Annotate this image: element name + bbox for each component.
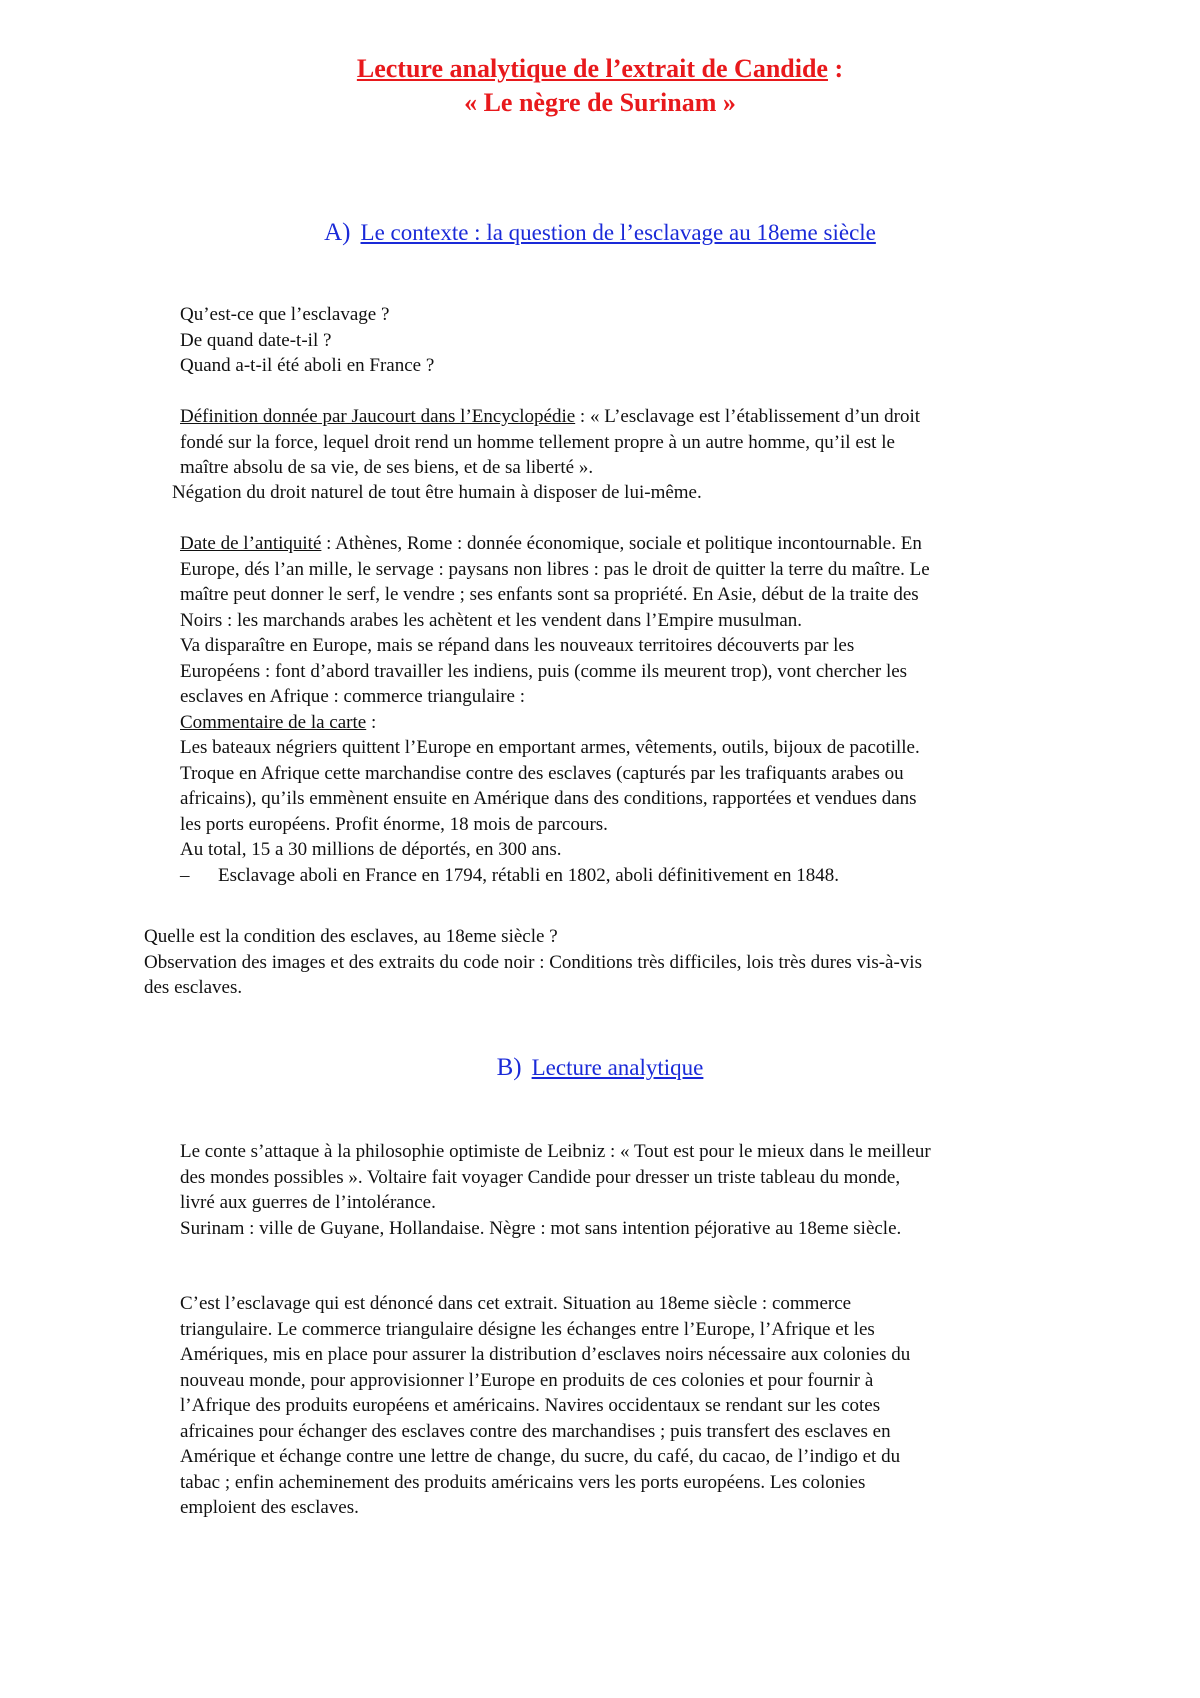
- antiquite-text: Va disparaître en Europe, mais se répand dans les nouveaux territoires découverts par les: [180, 635, 855, 656]
- questions-block: [180, 302, 434, 379]
- conte-block: [180, 1139, 931, 1241]
- carte-text: Troque en Afrique cette marchandise contre des esclaves (capturés par les trafiquants arabes ou: [180, 762, 904, 784]
- esclavage-text: emploient des esclaves.: [180, 1497, 359, 1518]
- condition-text: des esclaves.: [144, 977, 243, 998]
- carte-label: Commentaire de la carte: [180, 711, 367, 733]
- definition-text: : « L’esclavage est l’établissement d’un droit: [575, 406, 921, 427]
- condition-text: Observation des images et des extraits du code noir : Conditions très difficiles, lois très dures vis-à-vis: [144, 951, 922, 973]
- section-b-heading: [0, 1053, 1200, 1083]
- antiquite-block: [180, 531, 930, 888]
- conte-text: des mondes possibles ». Voltaire fait voyager Candide pour dresser un triste tableau du monde,: [180, 1166, 901, 1188]
- condition-block: [144, 924, 922, 1001]
- antiquite-text: maître peut donner le serf, le vendre ; ses enfants sont sa propriété. En Asie, début de la traite des: [180, 584, 919, 605]
- definition-text: maître absolu de sa vie, de ses biens, et de sa liberté ».: [180, 457, 594, 478]
- dash-marker: –: [180, 864, 190, 886]
- esclavage-text: l’Afrique des produits européens et américains. Navires occidentaux se rendant sur les cotes: [180, 1395, 881, 1416]
- antiquite-label: Date de l’antiquité: [180, 533, 322, 554]
- esclavage-block: [180, 1291, 910, 1521]
- bullet-item: [180, 863, 930, 889]
- esclavage-text: triangulaire. Le commerce triangulaire désigne les échanges entre l’Europe, l’Afrique et les: [180, 1318, 875, 1340]
- bullet-text: Esclavage aboli en France en 1794, rétabli en 1802, aboli définitivement en 1848.: [218, 864, 839, 886]
- esclavage-text: C’est l’esclavage qui est dénoncé dans cet extrait. Situation au 18eme siècle : commerce: [180, 1293, 852, 1314]
- esclavage-text: nouveau monde, pour approvisionner l’Europe en produits de ces colonies et pour fournir à: [180, 1369, 874, 1391]
- esclavage-text: tabac ; enfin acheminement des produits américains vers les ports européens. Les colonies: [180, 1471, 866, 1493]
- carte-label-suffix: :: [366, 711, 377, 733]
- section-b-letter: B): [496, 1054, 522, 1081]
- conte-text: Surinam : ville de Guyane, Hollandaise. Nègre : mot sans intention péjorative au 18eme siècle.: [180, 1217, 902, 1239]
- section-a-title: Le contexte : la question de l’esclavage au 18eme siècle: [360, 220, 876, 245]
- carte-text: les ports européens. Profit énorme, 18 mois de parcours.: [180, 813, 608, 835]
- antiquite-text: Noirs : les marchands arabes les achètent et les vendent dans l’Empire musulman.: [180, 609, 803, 631]
- title-line-2: « Le nègre de Surinam »: [464, 88, 736, 117]
- title-main: Lecture analytique de l’extrait de Candide: [356, 54, 828, 83]
- definition-text: fondé sur la force, lequel droit rend un homme tellement propre à un autre homme, qu’il est le: [180, 431, 895, 453]
- carte-text: Au total, 15 a 30 millions de déportés, en 300 ans.: [180, 839, 562, 860]
- definition-label: Définition donnée par Jaucourt dans l’Encyclopédie: [180, 406, 576, 427]
- antiquite-text: Europe, dés l’an mille, le servage : paysans non libres : pas le droit de quitter la terre du maître. Le: [180, 558, 930, 580]
- title-colon: :: [827, 54, 844, 83]
- carte-text: africains), qu’ils emmènent ensuite en Amérique dans des conditions, rapportées et vendues dans: [180, 788, 917, 809]
- carte-text: Les bateaux négriers quittent l’Europe en emportant armes, vêtements, outils, bijoux de pacotille.: [180, 737, 920, 758]
- definition-block: [180, 404, 920, 481]
- conte-text: Le conte s’attaque à la philosophie optimiste de Leibniz : « Tout est pour le mieux dans le meilleur: [180, 1141, 931, 1162]
- condition-text: Quelle est la condition des esclaves, au 18eme siècle ?: [144, 926, 558, 947]
- question-line: De quand date-t-il ?: [180, 329, 332, 351]
- negation-line: Négation du droit naturel de tout être humain à disposer de lui-même.: [172, 482, 702, 503]
- conte-text: livré aux guerres de l’intolérance.: [180, 1192, 436, 1213]
- section-a-letter: A): [324, 219, 351, 246]
- esclavage-text: Amériques, mis en place pour assurer la distribution d’esclaves noirs nécessaire aux colonies du: [180, 1344, 911, 1365]
- antiquite-text: Européens : font d’abord travailler les indiens, puis (comme ils meurent trop), vont chercher les: [180, 660, 908, 682]
- antiquite-text: esclaves en Afrique : commerce triangulaire :: [180, 686, 526, 707]
- title-line-1: [0, 52, 1200, 86]
- section-a-heading: [0, 218, 1200, 248]
- question-line: Quand a-t-il été aboli en France ?: [180, 355, 435, 376]
- document-title: [0, 52, 1200, 120]
- antiquite-text: : Athènes, Rome : donnée économique, sociale et politique incontournable. En: [321, 533, 922, 554]
- esclavage-text: africaines pour échanger des esclaves contre des marchandises ; puis transfert des esclaves en: [180, 1420, 891, 1442]
- esclavage-text: Amérique et échange contre une lettre de change, du sucre, du café, du cacao, de l’indigo et du: [180, 1446, 901, 1467]
- section-b-title: Lecture analytique: [531, 1055, 704, 1080]
- question-line: Qu’est-ce que l’esclavage ?: [180, 304, 390, 325]
